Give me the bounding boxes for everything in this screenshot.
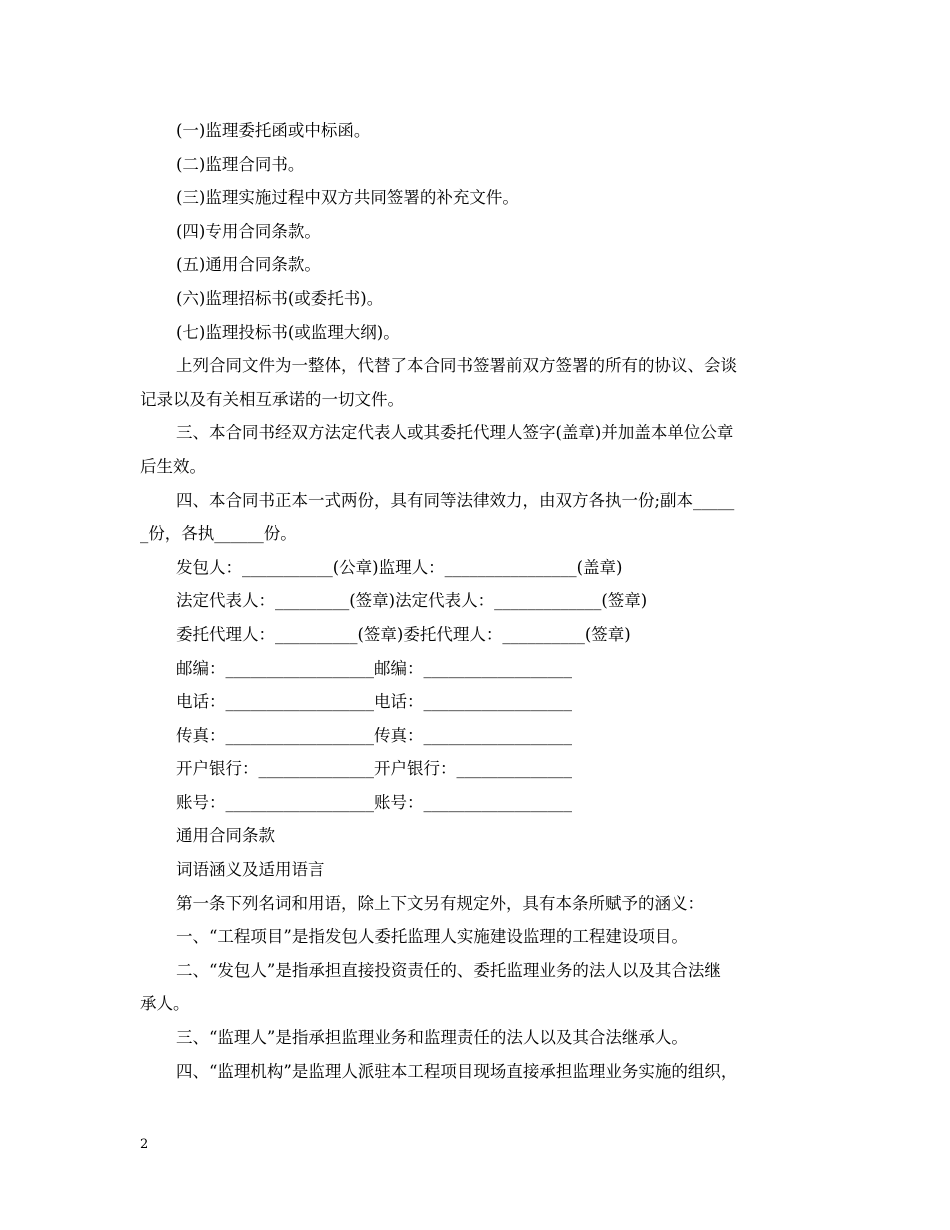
- paragraph-line: 二、“发包人”是指承担直接投资责任的、委托监理业务的法人以及其合法继: [176, 960, 721, 980]
- paragraph-line: 第一条下列名词和用语，除上下文另有规定外，具有本条所赋予的涵义：: [176, 893, 704, 913]
- signature-field-line: 法定代表人：_________(签章)法定代表人：_____________(签章): [176, 591, 648, 611]
- list-item-5: (五)通用合同条款。: [176, 255, 321, 275]
- paragraph-line: 三、本合同书经双方法定代表人或其委托代理人签字(盖章)并加盖本单位公章: [176, 423, 734, 443]
- section-heading: 通用合同条款: [176, 826, 275, 846]
- paragraph-line: _份，各执______份。: [140, 524, 297, 544]
- paragraph-line: 三、“监理人”是指承担监理业务和监理责任的法人以及其合法继承人。: [176, 1028, 688, 1048]
- paragraph-line: 上列合同文件为一整体，代替了本合同书签署前双方签署的所有的协议、会谈: [176, 356, 737, 376]
- signature-field-line: 委托代理人：__________(签章)委托代理人：__________(签章): [176, 624, 631, 644]
- signature-field-line: 账号：__________________账号：__________________: [176, 792, 572, 812]
- list-item-7: (七)监理投标书(或监理大纲)。: [176, 322, 400, 342]
- paragraph-line: 记录以及有关相互承诺的一切文件。: [140, 389, 404, 409]
- signature-field-line: 传真：__________________传真：__________________: [176, 725, 572, 745]
- document-body: [140, 114, 812, 1088]
- paragraph-line: 四、“监理机构”是监理人派驻本工程项目现场直接承担监理业务实施的组织，: [176, 1061, 738, 1081]
- signature-field-line: 发包人：___________(公章)监理人：________________(盖章): [176, 557, 623, 577]
- paragraph-line: 一、“工程项目”是指发包人委托监理人实施建设监理的工程建设项目。: [176, 927, 688, 947]
- page-number: 2: [140, 1137, 149, 1152]
- list-item-6: (六)监理招标书(或委托书)。: [176, 288, 384, 308]
- paragraph-line: 后生效。: [140, 456, 206, 476]
- section-subheading: 词语涵义及适用语言: [176, 860, 325, 880]
- list-item-2: (二)监理合同书。: [176, 154, 305, 174]
- signature-field-line: 邮编：__________________邮编：__________________: [176, 658, 572, 678]
- list-item-3: (三)监理实施过程中双方共同签署的补充文件。: [176, 188, 519, 208]
- list-item-4: (四)专用合同条款。: [176, 221, 321, 241]
- paragraph-line: 四、本合同书正本一式两份，具有同等法律效力，由双方各执一份;副本_____: [176, 490, 735, 510]
- signature-field-line: 电话：__________________电话：__________________: [176, 692, 572, 712]
- signature-field-line: 开户银行：______________开户银行：______________: [176, 759, 572, 779]
- list-item-1: (一)监理委托函或中标函。: [176, 121, 371, 140]
- paragraph-line: 承人。: [140, 994, 190, 1014]
